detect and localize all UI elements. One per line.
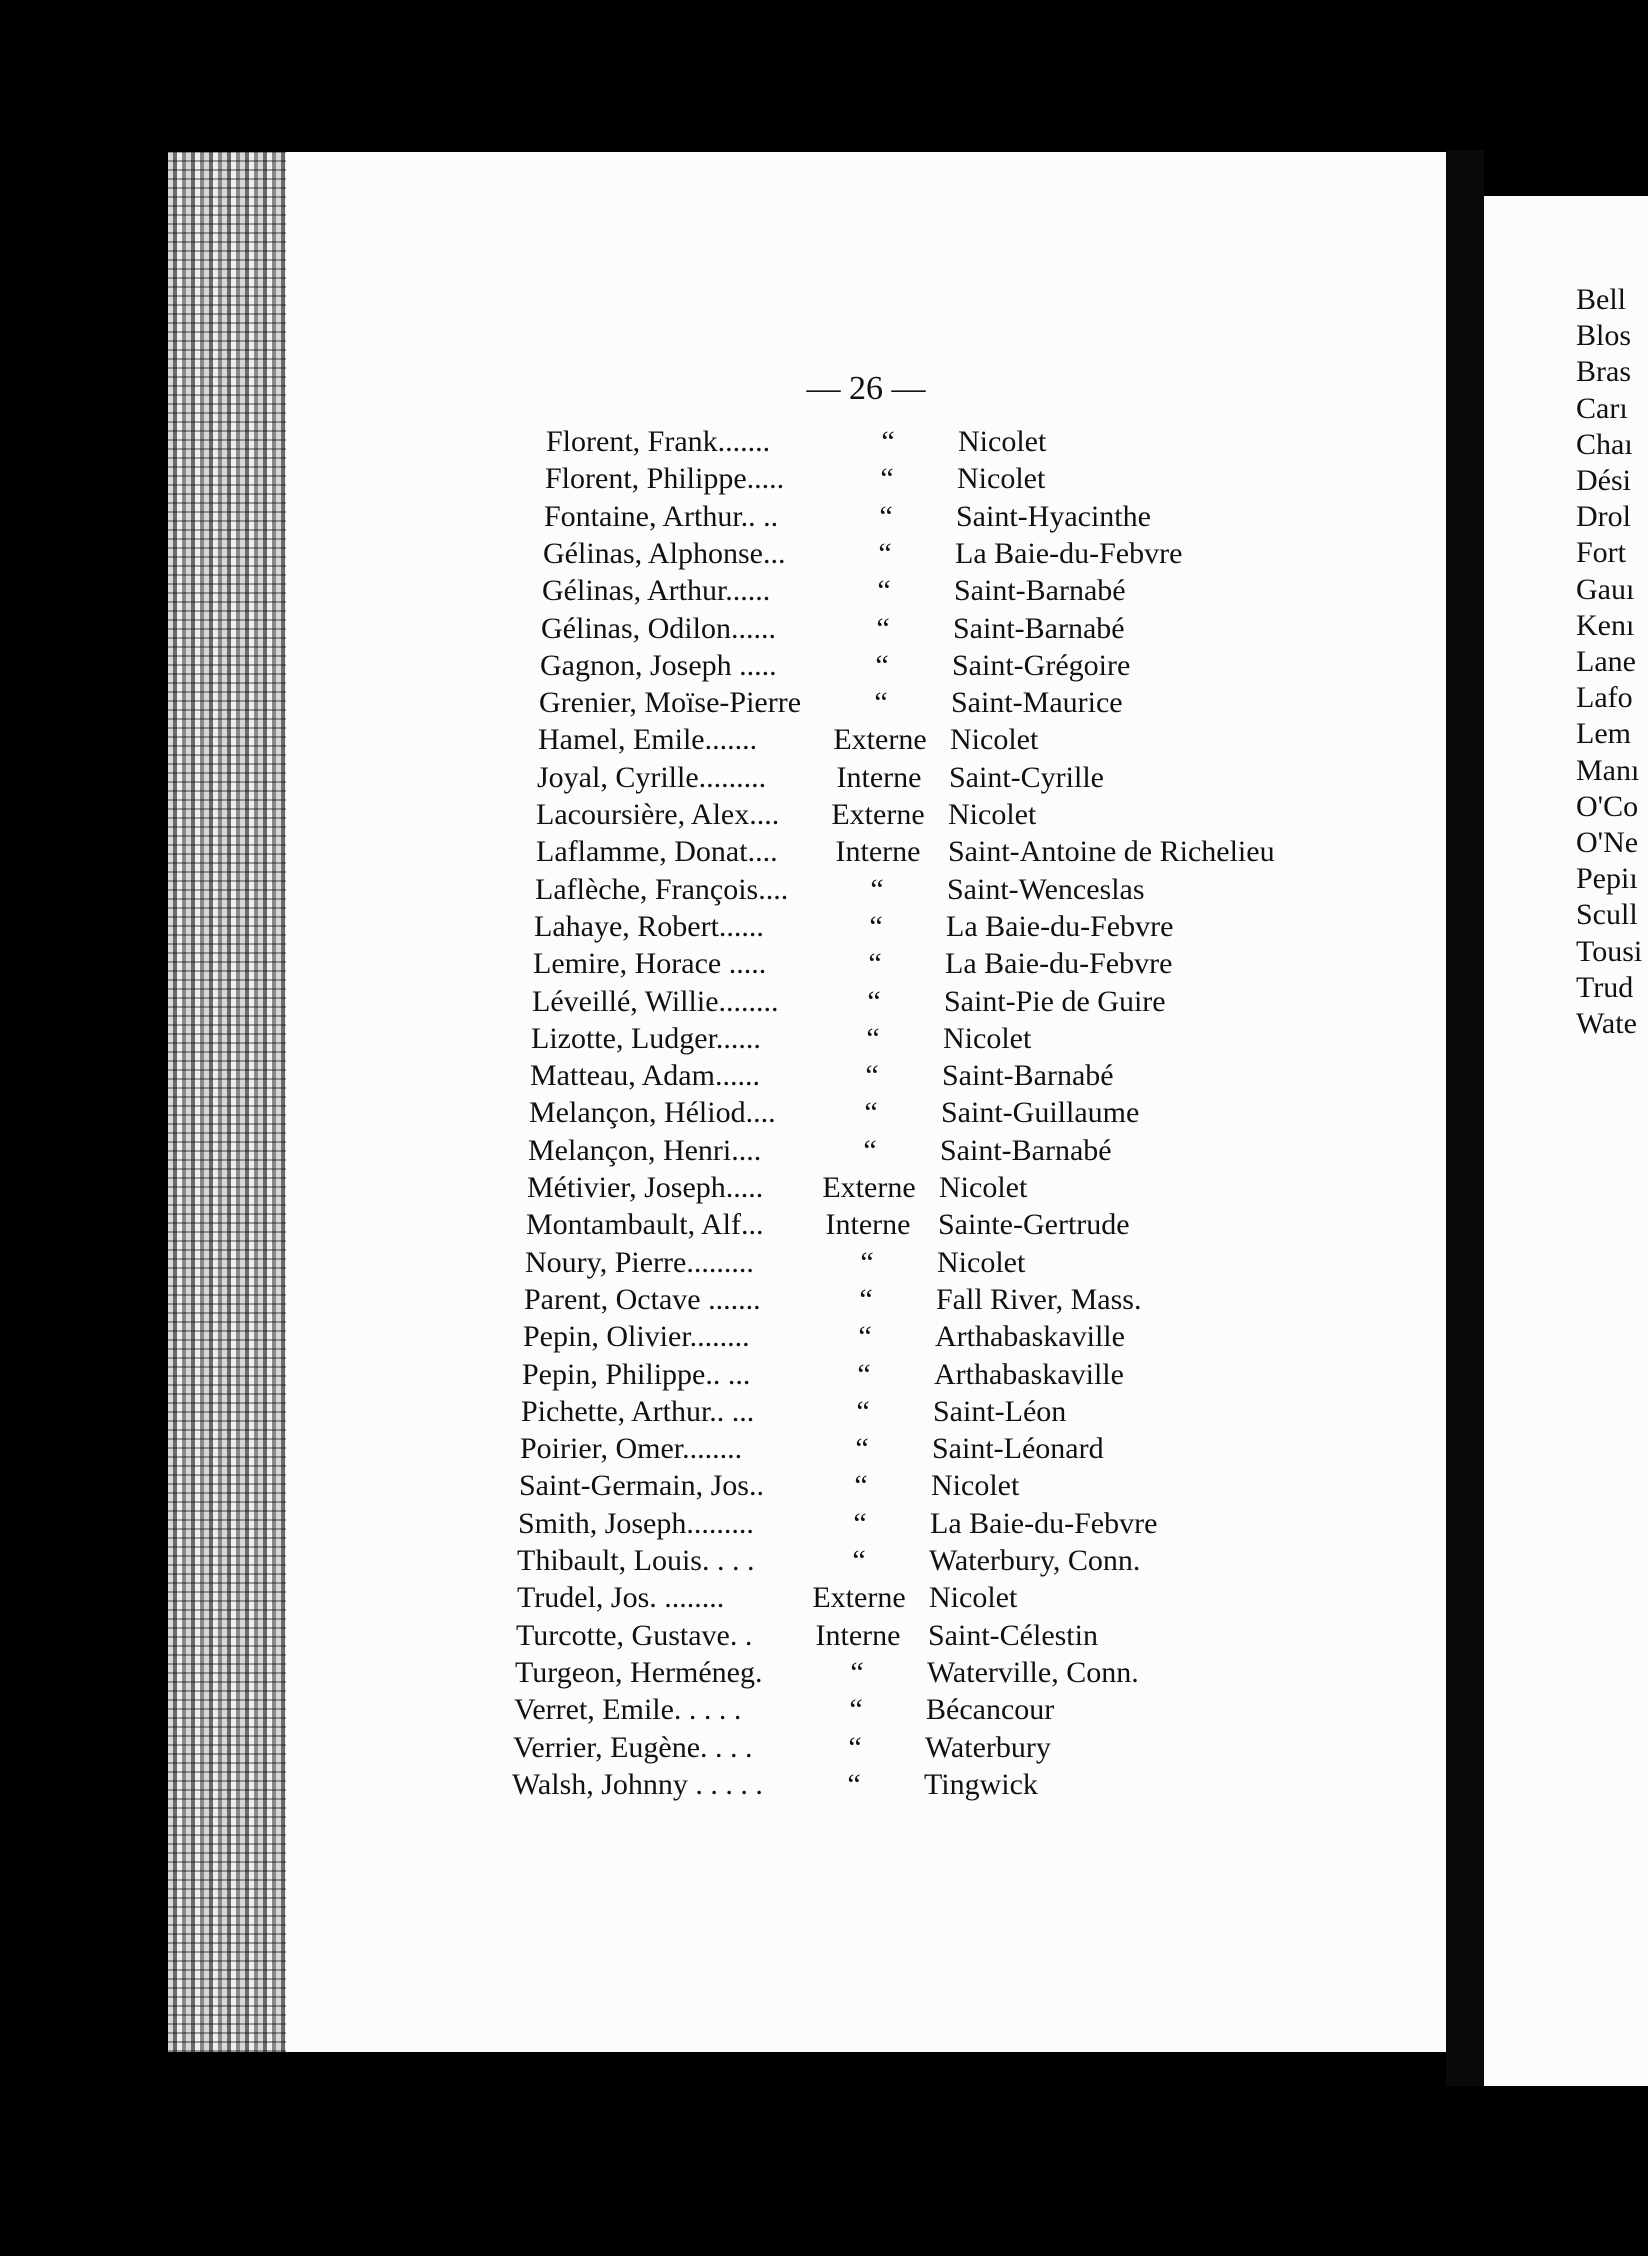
home-parish: Nicolet [939, 1171, 1028, 1204]
home-parish: La Baie-du-Febvre [946, 909, 1174, 943]
right-page-name-fragment: Chaı [1576, 427, 1633, 461]
page-number: — 26 — [806, 370, 926, 407]
student-name: Lemire, Horace ..... [533, 947, 767, 981]
student-name: Fontaine, Arthur.. .. [544, 499, 779, 533]
boarding-status: “ [869, 909, 883, 943]
home-parish: Sainte-Gertrude [938, 1208, 1130, 1242]
student-name: Laflèche, François.... [535, 872, 789, 906]
student-name: Verret, Emile. . . . . [514, 1693, 742, 1727]
student-name: Verrier, Eugène. . . . [513, 1730, 753, 1764]
home-parish: Saint-Barnabé [953, 611, 1125, 645]
page-gutter [1446, 150, 1484, 2086]
boarding-status: Externe [812, 1581, 906, 1615]
right-page-name-fragment: Pepiı [1576, 862, 1638, 896]
boarding-status: “ [866, 1021, 880, 1055]
student-name: Melançon, Henri.... [528, 1133, 762, 1167]
student-name: Florent, Philippe..... [545, 462, 785, 496]
home-parish: Tingwick [924, 1767, 1038, 1801]
right-page-partial [1484, 196, 1648, 2086]
home-parish: La Baie-du-Febvre [955, 536, 1183, 570]
boarding-status: “ [858, 1320, 872, 1354]
boarding-status: “ [878, 536, 892, 570]
boarding-status: “ [850, 1655, 864, 1689]
left-page [286, 152, 1446, 2052]
student-name: Turcotte, Gustave. . [516, 1618, 753, 1652]
boarding-status: “ [854, 1469, 868, 1503]
student-name: Smith, Joseph......... [518, 1506, 754, 1540]
right-page-name-fragment: Lem [1576, 717, 1631, 751]
boarding-status: “ [870, 872, 884, 906]
home-parish: Nicolet [948, 798, 1037, 831]
boarding-status: “ [849, 1693, 863, 1727]
boarding-status: “ [867, 984, 881, 1018]
boarding-status: “ [877, 574, 891, 608]
boarding-status: “ [863, 1133, 877, 1167]
right-page-name-fragment: O'Co [1576, 789, 1639, 823]
boarding-status: “ [881, 425, 895, 458]
right-page-name-fragment: Manı [1576, 753, 1640, 787]
student-name: Melançon, Héliod.... [529, 1096, 776, 1130]
boarding-status: “ [856, 1394, 870, 1428]
student-name: Métivier, Joseph..... [527, 1171, 764, 1204]
home-parish: Nicolet [958, 425, 1047, 458]
right-page-name-fragment: Blos [1576, 319, 1632, 353]
home-parish: Nicolet [950, 723, 1039, 757]
home-parish: Saint-Maurice [951, 686, 1123, 720]
boarding-status: Interne [835, 835, 921, 869]
boarding-status: “ [847, 1767, 861, 1801]
student-name: Noury, Pierre......... [525, 1245, 754, 1279]
boarding-status: Interne [836, 760, 922, 794]
student-name: Saint-Germain, Jos.. [519, 1469, 764, 1503]
home-parish: Waterbury [925, 1730, 1051, 1764]
home-parish: Waterville, Conn. [927, 1655, 1139, 1689]
right-page-name-fragment: O'Ne [1576, 826, 1639, 859]
book-binding-edge [168, 152, 298, 2052]
student-name: Lahaye, Robert...... [534, 909, 764, 943]
student-name: Joyal, Cyrille......... [537, 760, 767, 794]
student-name: Gélinas, Arthur...... [542, 574, 771, 608]
home-parish: La Baie-du-Febvre [930, 1506, 1158, 1540]
right-page-name-fragment: Carı [1576, 391, 1628, 425]
right-page-name-fragment: Dési [1576, 464, 1631, 497]
right-page-name-fragment: Bras [1576, 355, 1631, 389]
home-parish: Nicolet [943, 1021, 1032, 1055]
boarding-status: “ [876, 611, 890, 645]
home-parish: Saint-Antoine de Richelieu [948, 835, 1275, 869]
boarding-status: “ [880, 462, 894, 496]
student-name: Hamel, Emile....... [538, 723, 758, 757]
student-name: Matteau, Adam...... [530, 1059, 760, 1093]
home-parish: Arthabaskaville [934, 1357, 1124, 1391]
student-name: Trudel, Jos. ........ [517, 1581, 725, 1615]
student-name: Lizotte, Ludger...... [531, 1021, 761, 1055]
student-name: Thibault, Louis. . . . [517, 1544, 755, 1577]
boarding-status: “ [857, 1357, 871, 1391]
boarding-status: “ [853, 1506, 867, 1540]
right-page-name-fragment: Bell [1576, 283, 1626, 316]
home-parish: Saint-Pie de Guire [944, 984, 1166, 1018]
home-parish: Saint-Wenceslas [947, 872, 1145, 906]
home-parish: Saint-Léon [933, 1394, 1067, 1428]
boarding-status: Externe [822, 1171, 916, 1204]
boarding-status: Interne [815, 1618, 901, 1652]
right-page-name-fragment: Lafo [1576, 681, 1633, 715]
home-parish: Arthabaskaville [935, 1320, 1125, 1354]
student-name: Pepin, Philippe.. ... [522, 1357, 751, 1391]
student-name: Turgeon, Herméneg. [515, 1655, 763, 1689]
boarding-status: “ [855, 1432, 869, 1466]
student-name: Florent, Frank....... [546, 425, 771, 458]
student-name: Grenier, Moïse-Pierre [539, 686, 802, 720]
home-parish: Waterbury, Conn. [929, 1544, 1141, 1577]
right-page-name-fragment: Drol [1576, 500, 1631, 534]
right-page-name-fragment: Scull [1576, 898, 1638, 932]
student-name: Montambault, Alf... [526, 1208, 764, 1242]
home-parish: Saint-Grégoire [952, 648, 1131, 682]
boarding-status: “ [864, 1096, 878, 1130]
right-page-name-fragment: Wate [1576, 1007, 1637, 1040]
student-name: Pepin, Olivier........ [523, 1320, 750, 1354]
boarding-status: “ [874, 686, 888, 720]
student-name: Léveillé, Willie........ [532, 984, 779, 1018]
right-page-name-fragment: Tousi [1576, 934, 1643, 968]
home-parish: La Baie-du-Febvre [945, 947, 1173, 981]
home-parish: Bécancour [926, 1693, 1055, 1727]
boarding-status: Externe [833, 723, 927, 757]
home-parish: Nicolet [929, 1581, 1018, 1615]
student-name: Parent, Octave ....... [524, 1282, 761, 1316]
boarding-status: “ [848, 1730, 862, 1764]
student-name: Walsh, Johnny . . . . . [512, 1767, 763, 1801]
boarding-status: “ [860, 1245, 874, 1279]
boarding-status: “ [865, 1059, 879, 1093]
home-parish: Saint-Cyrille [949, 760, 1104, 794]
boarding-status: “ [868, 947, 882, 981]
boarding-status: “ [875, 648, 889, 682]
boarding-status: “ [879, 499, 893, 533]
home-parish: Nicolet [957, 462, 1046, 496]
home-parish: Saint-Léonard [932, 1432, 1104, 1466]
boarding-status: Interne [825, 1208, 911, 1242]
right-page-name-fragment: Fort [1576, 536, 1627, 570]
right-page-name-fragment: Trud [1576, 970, 1634, 1004]
student-name: Gélinas, Alphonse... [543, 536, 786, 570]
home-parish: Fall River, Mass. [936, 1282, 1142, 1316]
student-name: Poirier, Omer........ [520, 1432, 743, 1466]
home-parish: Saint-Barnabé [942, 1059, 1114, 1093]
home-parish: Saint-Célestin [928, 1618, 1098, 1652]
student-name: Lacoursière, Alex.... [536, 798, 780, 831]
home-parish: Saint-Barnabé [940, 1133, 1112, 1167]
student-name: Laflamme, Donat.... [536, 835, 778, 869]
student-name: Gagnon, Joseph ..... [540, 648, 777, 682]
home-parish: Nicolet [937, 1245, 1026, 1279]
home-parish: Saint-Hyacinthe [956, 499, 1151, 533]
home-parish: Saint-Barnabé [954, 574, 1126, 608]
right-page-name-fragment: Gauı [1576, 572, 1635, 606]
student-name: Gélinas, Odilon...... [541, 611, 776, 645]
home-parish: Nicolet [931, 1469, 1020, 1503]
student-name: Pichette, Arthur.. ... [521, 1394, 755, 1428]
right-page-name-fragment: Lane [1576, 645, 1636, 678]
boarding-status: “ [859, 1282, 873, 1316]
boarding-status: Externe [831, 798, 925, 831]
home-parish: Saint-Guillaume [941, 1096, 1140, 1130]
right-page-name-fragment: Kenı [1576, 608, 1635, 642]
boarding-status: “ [852, 1544, 866, 1577]
